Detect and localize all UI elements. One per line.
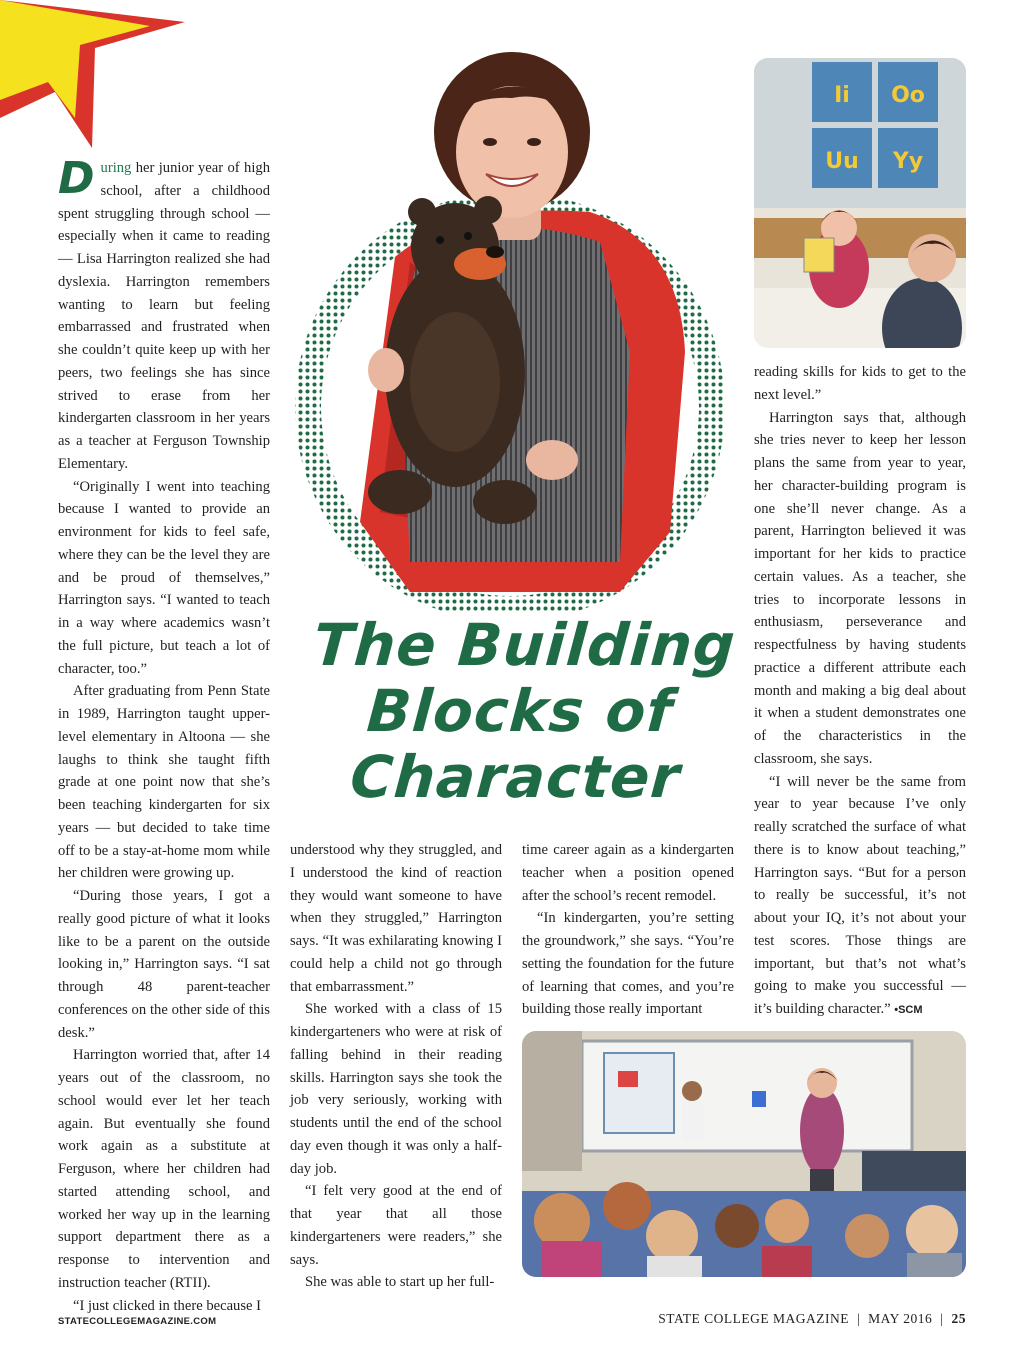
footer-magazine-name: STATE COLLEGE MAGAZINE	[658, 1311, 849, 1326]
letter-card-uu: Uu	[825, 149, 859, 174]
article-paragraph: Harrington worried that, after 14 years out of the classroom, no school would ever let her teach again. But eventually she found work again as a substitute at Ferguson, where her children had started attending school, and worked her way up in the learning support department there as a response to intervention and instruction teacher (RTII).	[58, 1047, 270, 1291]
article-column-4	[754, 361, 966, 1022]
footer-issue: MAY 2016	[868, 1311, 933, 1326]
article-paragraph: She was able to start up her full-	[305, 1274, 495, 1291]
footer-folio	[658, 1311, 966, 1327]
letter-card-oo: Oo	[891, 83, 925, 108]
page-number: 25	[951, 1311, 966, 1326]
teacher-with-puppet-portrait	[290, 52, 740, 612]
title-line: Character	[348, 743, 683, 811]
article-paragraph: “I felt very good at the end of that year that all those kindergarteners were readers,” she says.	[290, 1183, 502, 1268]
footer-divider: |	[940, 1311, 944, 1326]
article-paragraph: “In kindergarten, you’re setting the groundwork,” she says. “You’re setting the foundation for the future of learning that comes, and you’re building those really important	[522, 910, 734, 1018]
article-column-1	[58, 153, 270, 1317]
article-paragraph: After graduating from Penn State in 1989, Harrington taught upper-level elementary in Altoona — she laughs to think she taught fifth grade at one point now that she’s been teaching kindergarten for six years — but decided to take time off to be a stay-at-home mom while her children were growing up.	[58, 683, 270, 882]
article-paragraph: She worked with a class of 15 kindergarteners who were at risk of falling behind in their reading skills. Harrington says she took the job very seriously, working with students until the end of the school day even though it was only a half-day job.	[290, 1001, 502, 1177]
article-paragraph: “I will never be the same from year to year because I’ve only really scratched the surface of what there is to know about teaching,” Harrington says. “But for a person to really be successful, it’s not about your IQ, it’s not about your test scores. Those things are important, but that’s not what’s going to make you successful — it’s building character.” •SCM	[754, 773, 966, 1017]
article-paragraph: “Originally I went into teaching because I wanted to provide an environment for kids to feel safe, where they can be the level they are and be proud of themselves,” Harrington says. “I wanted to teach in a way where academics wasn’t the full picture, but teach a lot of character, too.”	[58, 478, 270, 677]
footer-website: STATECOLLEGEMAGAZINE.COM	[58, 1316, 217, 1327]
end-mark: •SCM	[894, 1004, 923, 1016]
article-column-3	[522, 839, 734, 1021]
classroom-reading-photo	[754, 58, 966, 348]
article-paragraph: time career again as a kindergarten teacher when a position opened after the school’s recent remodel.	[522, 842, 734, 904]
article-paragraph: Harrington says that, although she tries never to keep her lesson plans the same from year to year, her character-building program is one she’ll never change. As a parent, Harrington believed it was important for her kids to practice certain values. As a teacher, she tries to incorporate lessons in enthusiasm, perseverance and respectfulness by having students practice a different attribute each month and making a big deal about it when a student demonstrates one of the characteristics in the classroom, she says.	[754, 409, 966, 767]
drop-cap: D	[58, 153, 95, 204]
article-column-2	[290, 839, 502, 1294]
article-title	[293, 612, 747, 810]
letter-card-ii: Ii	[834, 83, 850, 108]
article-paragraph: “I just clicked in there because I	[73, 1297, 262, 1314]
article-paragraph: understood why they struggled, and I understood the kind of reaction they would want someone to have when they struggled,” Harrington says. “It was exhilarating knowing I could help a child not go through that embarrassment.”	[290, 842, 502, 995]
comic-burst-graphic	[0, 0, 200, 160]
footer-divider: |	[856, 1311, 861, 1326]
article-paragraph: reading skills for kids to get to the next level.”	[754, 364, 966, 403]
title-line: Blocks of	[364, 677, 676, 745]
article-paragraph: During her junior year of high school, after a childhood spent struggling through school — especially when it came to reading — Lisa Harrington realized she had dyslexia. Harrington remembers wanting to learn but feeling embarrassed and frustrated when she couldn’t quite keep up with her peers, two feelings she has since strived to erase from her kindergarten classroom in her years as a teacher at Ferguson Township Elementary.	[58, 153, 270, 472]
classroom-whiteboard-photo	[522, 1031, 966, 1277]
lead-accent-text: uring	[100, 160, 132, 176]
title-line: The Building	[311, 611, 738, 679]
article-paragraph: “During those years, I got a really good picture of what it looks like to be a parent on the outside looking in,” Harrington says. “I sat through 48 parent-teacher conferences on the other side of this desk.”	[58, 888, 270, 1041]
letter-card-yy: Yy	[892, 149, 924, 174]
